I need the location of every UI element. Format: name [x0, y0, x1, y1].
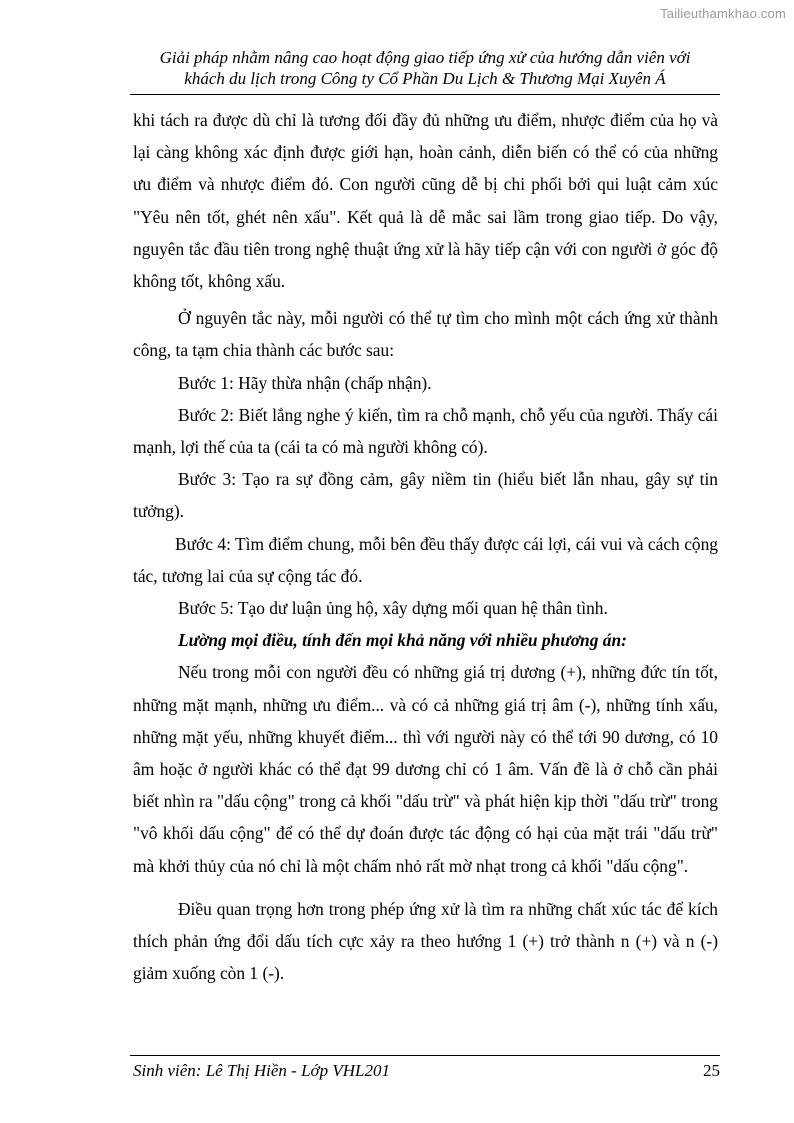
step-4: Bước 4: Tìm điểm chung, mỗi bên đều thấy được cái lợi, cái vui và cách cộng tác, tương lai của sự cộng tác đó. — [133, 533, 718, 586]
footer-student: Sinh viên: Lê Thị Hiền - Lớp VHL201 — [133, 1061, 390, 1080]
watermark-text: Tailieuthamkhao.com — [660, 6, 786, 21]
section-heading: Lường mọi điều, tính đến mọi khả năng với nhiều phương án: — [178, 630, 627, 651]
header-line-1: Giải pháp nhằm nâng cao hoạt động giao tiếp ứng xử của hướng dẫn viên với — [159, 48, 691, 67]
paragraph-values: Nếu trong mỗi con người đều có những giá trị dương (+), những đức tín tốt, những mặt mạnh, những ưu điểm... và có cả những giá trị âm (-), những tính xấu, những mặt yếu, những khuyết điểm... thì với người này có thể tới 90 dương, có 10 âm hoặc ở người khác có thể đạt 99 dương chỉ có 1 âm. Vấn đề là ở chỗ cần phải biết nhìn ra "dấu cộng" trong cả khối "dấu trừ" và phát hiện kịp thời "dấu trừ" trong "vô khối dấu cộng" để có thể dự đoán được tác động có hại của mặt trái "dấu trừ" mà khởi thủy của nó chỉ là một chấm nhỏ rất mờ nhạt trong cả khối "dấu cộng". — [133, 662, 718, 876]
paragraph-catalyst: Điều quan trọng hơn trong phép ứng xử là tìm ra những chất xúc tác để kích thích phản ứng đổi dấu tích cực xảy ra theo hướng 1 (+) trở thành n (+) và n (-) giảm xuống còn 1 (-). — [133, 898, 718, 984]
paragraph-continued: khi tách ra được dù chỉ là tương đối đầy đủ những ưu điểm, nhược điểm của họ và lại càng không xác định được giới hạn, hoàn cảnh, diễn biến có thể có của những ưu điểm và nhược điểm đó. Con người cũng dễ bị chi phối bởi qui luật cảm xúc "Yêu nên tốt, ghét nên xấu". Kết quả là dễ mắc sai lầm trong giao tiếp. Do vậy, nguyên tắc đầu tiên trong nghệ thuật ứng xử là hãy tiếp cận với con người ở góc độ không tốt, không xấu. — [133, 110, 718, 292]
footer-divider — [130, 1055, 720, 1056]
step-3: Bước 3: Tạo ra sự đồng cảm, gây niềm tin (hiểu biết lẫn nhau, gây sự tin tưởng). — [133, 469, 718, 522]
step-2: Bước 2: Biết lắng nghe ý kiến, tìm ra chỗ mạnh, chỗ yếu của người. Thấy cái mạnh, lợi thế của ta (cái ta có mà người không có). — [133, 404, 718, 458]
paragraph-principle: Ở nguyên tắc này, mỗi người có thể tự tìm cho mình một cách ứng xử thành công, ta tạm chia thành các bước sau: — [133, 308, 718, 361]
page-body — [133, 104, 718, 989]
step-1: Bước 1: Hãy thừa nhận (chấp nhận). — [178, 372, 432, 393]
step-5: Bước 5: Tạo dư luận ủng hộ, xây dựng mối quan hệ thân tình. — [178, 598, 608, 619]
header-divider — [130, 94, 720, 95]
running-header — [130, 47, 720, 89]
header-line-2: khách du lịch trong Công ty Cổ Phần Du Lịch & Thương Mại Xuyên Á — [184, 69, 666, 88]
page-number: 25 — [703, 1061, 720, 1080]
